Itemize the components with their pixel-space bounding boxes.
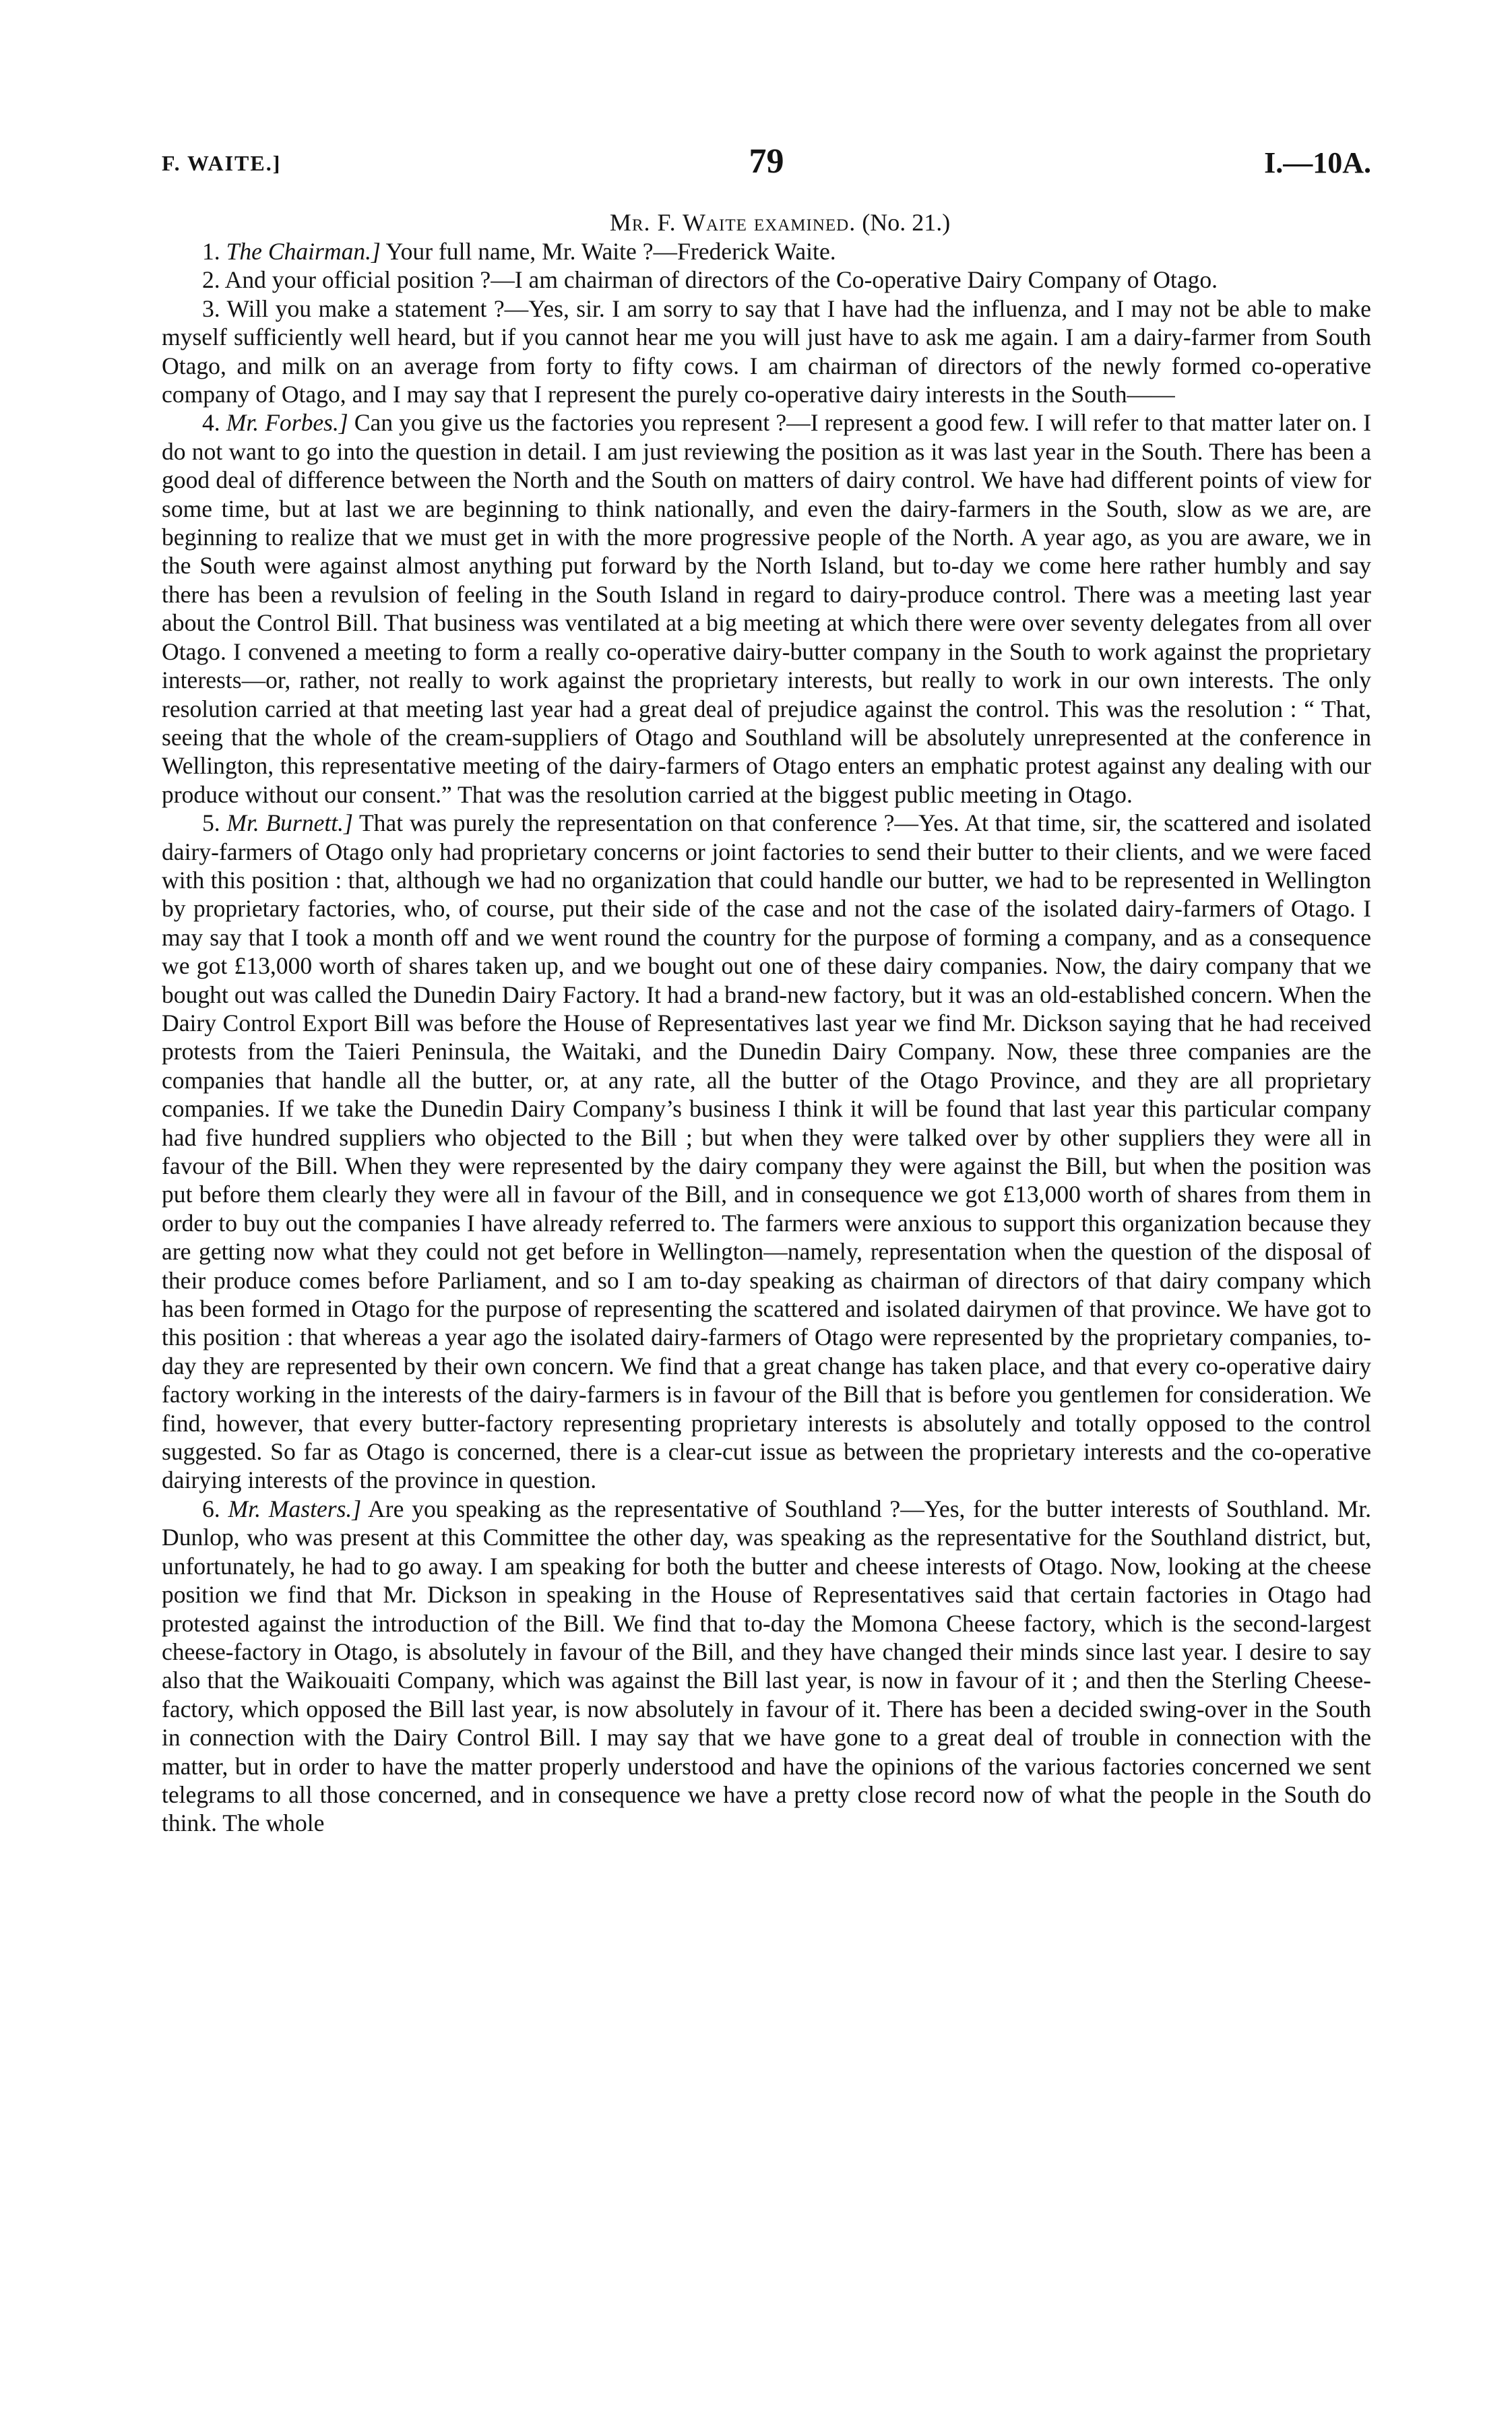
page-number: 79 [749,142,784,181]
paragraph-2 [162,266,1371,294]
question-number: 2. [202,266,220,294]
header-witness-name: F. WAITE.] [162,151,282,175]
paragraph-text: Can you give us the factories you represent ?—I represent a good few. I will refer to that matter later on. I do not want to go into the question in detail. I am just reviewing the position as it was last year in the South. There has been a good deal of difference between the North and the South on matters of dairy control. We have had different points of view for some time, but at last we are beginning to think nationally, and even the dairy-farmers in the South, slow as we are, are beginning to realize that we must get in with the more progressive people of the North. A year ago, as you are aware, we in the South were against almost anything put forward by the North Island, but to-day we come here rather humbly and say there has been a revulsion of feeling in the South Island in regard to dairy-produce control. There was a meeting last year about the Control Bill. That business was ventilated at a big meeting at which there were over seventy delegates from all over Otago. I convened a meeting to form a really co-operative dairy-butter company in the South to work against the proprietary interests—or, rather, not really to work against the proprietary interests, but really to work in our own interests. The only resolution carried at that meeting last year had a great deal of prejudice against the control. This was the resolution : “ That, seeing that the whole of the cream-suppliers of Otago and Southland will be absolutely unrepresented at the conference in Wellington, this representative meeting of the dairy-farmers of Otago enters an emphatic protest against any dealing with our produce without our consent.” That was the resolution carried at the biggest public meeting in Otago. [162,409,1371,808]
paper-reference: I.—10A. [1264,146,1371,179]
paragraph-6 [162,1495,1371,1838]
paragraph-text: That was purely the representation on that conference ?—Yes. At that time, sir, the scattered and isolated dairy-farmers of Otago only had proprietary concerns or joint factories to send their butter to their clients, and we were faced with this position : that, although we had no organization that could handle our butter, we had to be represented in Wellington by proprietary factories, who, of course, put their side of the case and not the case of the isolated dairy-farmers of Otago. I may say that I took a month off and we went round the country for the purpose of forming a company, and as a consequence we got £13,000 worth of shares taken up, and we bought out one of these dairy companies. Now, the dairy company that we bought out was called the Dunedin Dairy Factory. It had a brand-new factory, but it was an old-established concern. When the Dairy Control Export Bill was before the House of Representatives last year we find Mr. Dickson saying that he had received protests from the Taieri Peninsula, the Waitaki, and the Dunedin Dairy Company. Now, these three companies are the companies that handle all the butter, or, at any rate, all the butter of the Otago Province, and they are all proprietary companies. If we take the Dunedin Dairy Company’s business I think it will be found that last year this particular company had five hundred suppliers who objected to the Bill ; but when they were talked over by other suppliers they were all in favour of the Bill. When they were represented by the dairy company they were against the Bill, but when the position was put before them clearly they were all in favour of the Bill, and in consequence we got £13,000 worth of shares from them in order to buy out the companies I have already referred to. The farmers were anxious to support this organization because they are getting now what they could not get before in Wellington—namely, representation when the question of the disposal of their produce comes before Parliament, and so I am to-day speaking as chairman of directors of that dairy company which has been formed in Otago for the purpose of representing the scattered and isolated dairymen of that province. We have got to this position : that whereas a year ago the isolated dairy-farmers of Otago were represented by the proprietary companies, to-day they are represented by their own concern. We find that a great change has taken place, and that every co-operative dairy factory working in the interests of the dairy-farmers is in favour of the Bill that is before you gentlemen for consideration. We find, however, that every butter-factory representing proprietary interests is absolutely and totally opposed to the control suggested. So far as Otago is concerned, there is a clear-cut issue as between the proprietary interests and the co-operative dairying interests of the province in question. [162,809,1371,1494]
document-body [162,208,1371,1838]
speaker: Mr. Burnett.] [226,809,353,837]
paragraph-text: And your official position ?—I am chairman of directors of the Co-operative Dairy Company of Otago. [224,266,1218,294]
paragraph-5 [162,809,1371,1495]
paragraph-3 [162,294,1371,409]
question-number: 1. [202,238,220,265]
paragraph-4 [162,408,1371,809]
heading-title: Mr. F. Waite examined. [609,209,856,236]
speaker: Mr. Forbes.] [226,409,348,437]
question-number: 3. [202,294,220,322]
paragraph-text: Are you speaking as the representative of Southland ?—Yes, for the butter interests of Southland. Mr. Dunlop, who was present at this Committee the other day, was speaking as the representative for the Southland district, but, unfortunately, he had to go away. I am speaking for both the butter and cheese interests of Otago. Now, looking at the cheese position we find that Mr. Dickson in speaking in the House of Representatives said that certain factories in Otago had protested against the introduction of the Bill. We find that to-day the Momona Cheese factory, which is the second-largest cheese-factory in Otago, is absolutely in favour of the Bill, and they have changed their minds since last year. I desire to say also that the Waikouaiti Company, which was against the Bill last year, is now in favour of it ; and then the Sterling Cheese-factory, which opposed the Bill last year, is now absolutely in favour of it. There has been a decided swing-over in the South in connection with the Dairy Control Bill. I may say that we have gone to a great deal of trouble in connection with the matter, but in order to have the matter properly understood and have the opinions of the various factories concerned we sent telegrams to all those concerned, and in consequence we have a pretty close record now of what the people in the South do think. The whole [162,1495,1371,1837]
paragraph-text: Your full name, Mr. Waite ?—Frederick Waite. [385,238,836,265]
running-head [162,142,1371,189]
speaker: Mr. Masters.] [228,1495,362,1522]
section-heading [162,208,1371,237]
paragraph-1 [162,237,1371,266]
question-number: 4. [202,409,220,437]
speaker: The Chairman.] [226,238,381,265]
heading-number: (No. 21.) [862,209,951,236]
question-number: 6. [202,1495,220,1522]
paragraph-text: Will you make a statement ?—Yes, sir. I am sorry to say that I have had the influenza, and I may not be able to make myself sufficiently well heard, but if you cannot hear me you will just have to ask me again. I am a dairy-farmer from South Otago, and milk on an average from forty to fifty cows. I am chairman of directors of the newly formed co-operative company of Otago, and I may say that I represent the purely co-operative dairy interests in the South—— [162,294,1371,408]
question-number: 5. [202,809,220,837]
